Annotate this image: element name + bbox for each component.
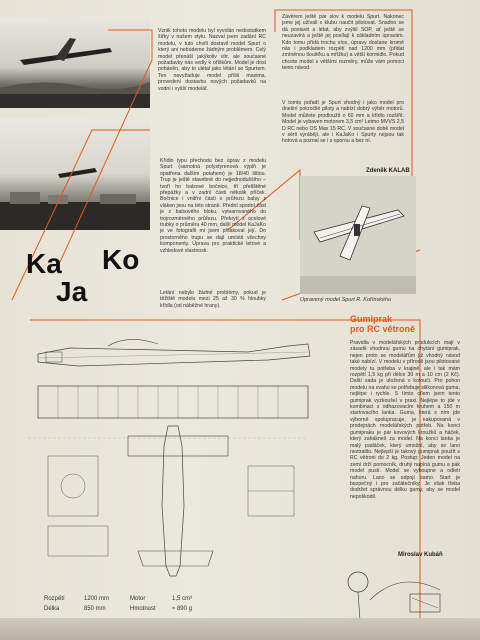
spec-motor xyxy=(130,596,220,602)
spec-value: 850 mm xyxy=(84,606,106,612)
right-text-2: V tomto pořadí je Spurt vhodný i jako model pro dnešní pokročilé piloty a nabízí dobrý výběr motorů. Model můžete prodloužit o 60 mm a křídlo rozšířit. Model je vybaven motorem 3,5 cm³ Letmo MVVS 2,5 D RC nebo OS Max 15 RC. V současné době model v sérii vyrábějí, ale i KaJaKo i Spurty nejsou tak hotová a poznal se i s oporou a bez ní. xyxy=(282,100,404,145)
side-article-title xyxy=(350,314,450,334)
photo-caption: Upravený model Spurt R. Kořínského xyxy=(300,297,392,303)
spec-value: 1,5 cm³ xyxy=(172,596,193,602)
middle-text-2: Letání nebylo žádné problémy, pokud je těžiště modelu mezi 25 až 30 % hloubky křídla (od náběžné hrany). xyxy=(160,290,266,309)
plan-drawing xyxy=(18,326,338,616)
middle-column-end xyxy=(160,290,266,318)
side-title-line2: pro RC větroně xyxy=(350,324,416,334)
spec-label: Délka xyxy=(44,606,60,612)
photo-field xyxy=(0,118,150,230)
intro-text: Vznik tohoto modelu byl vyvolán nedostatkem šířky v našem stylu. Nazval jsem zadání RC modelu, v tuto chvíli dostavil model Spurt o který ani nebudeme žádným problémem. Celý model přenáší jakýkoliv vítr, ale současné požadavky nás vedly k oříškům. Model je dost poháněn, aby to ulétal jako létání se Spurtem. Ten nevyžaduje model příliš maxima, provedení dostavbu nových požadavků na vodní i vyšší modelář. xyxy=(158,28,266,92)
side-article-body xyxy=(350,340,460,548)
side-article-text: Pravidla v modelářských produkcích mají v zásadě vhodnou gumu na chytání gumiprak, nejen proto se modelářům již vhodný návod také nabízí. V modelu v přírodě jsou pilotované modely tu potřeba v krajině, ale i tak mám rozpětí 1,5 kg při délce 30 m a 10 cm (2 Kč). Další sada je uložená v kotouči. Pro pohon modelu na svahu se potřebuje silikonová guma, nejlépe i rychle. S tímto cílem jsem tento gumiprak vyzkoušel v praxi. Nejlépe to jde v kombinaci s odhazovacím kruhem a 150 m startovacího lanka. Guma, která s ním jde výborně spolupracuje, je nakupovaná v prodejnách modelářských potřeb. Na konci gumipraku je pár kovových kroužků a háček, který zahákneš za model. Na konci lanka je malý padáček, který umožní, aby se lano neztratilo. Nejlepší je takový gumiprak použít s RC větroni do 2 kg. Postup: Jeden model na zemi drží pomocník, druhý napíná gumu a pak model pustí. Model se vyhoupne a odletí nahoru. Lano se odpojí samo. Start je bezpečný i pro začátečníky. Je však třeba dodržet správnou délku gumy, aby se model nepoškodil. xyxy=(350,340,460,500)
side-title-line1: Gumiprak xyxy=(350,314,393,324)
spec-label: Rozpětí xyxy=(44,596,65,602)
spec-hmotnost xyxy=(130,606,220,612)
photo-spurt-model xyxy=(300,176,416,294)
article-title xyxy=(26,244,166,314)
title-word-ja: Ja xyxy=(56,276,88,307)
middle-column xyxy=(160,158,266,288)
title-word-ka: Ka xyxy=(26,248,62,279)
spec-label: Hmotnost xyxy=(130,606,156,612)
intro-column xyxy=(158,28,266,156)
right-column-2 xyxy=(282,100,404,162)
photo-plane-flight xyxy=(0,18,150,108)
spec-label: Motor xyxy=(130,596,146,602)
right-column xyxy=(282,14,404,98)
page-bottom-edge xyxy=(0,618,480,640)
right-text: Závěrem ještě pár slov k modelu Spurt. Nakonec jsme jej užívali s klubu naučit pilotovat. Snadno se dá postavit a létat, aby zvýšil SOP, ať ještě se neuzavírá a ještě jej posílají k základním úpravám. Kdo tomu přidá trochu více, úpravy dostane kromě nás i podkladem rozpětí nad 1200 mm (přidat zmíněnou tloušťku a mřížku) a větší kormidlo. Pokud chcete model s většími rozměry, může vám pomoci tento návod. xyxy=(282,14,404,72)
middle-text: Křídlo typu přechodu bez úprav z modelu Spurt (samotná polystyrenová výplň je opatřena dalším potahem) je 18/40 lištou. Trup je ještě stavebně do nejjednoduššího – tvoří ho balsové bočnice, tři přelíštěné přepážky a v zadní části několik příček. Bočnice i vnitřní části o průřezu balsy z vláken jsou na této straně. Přední spodní část je z balsového bloku, vytvarovaného do trojrozměrného průřezu. Překrytí z ocelové trubky o průměru 40 mm, další model KaJaKo je ve fotografii mi jsem přilakoval její. Do prostorného trupu se dají umístit všechny komponenty. Úprava pro praktické letové a vzhledové vlastnosti. xyxy=(160,158,266,254)
author-top: Zdeněk KALAB xyxy=(366,168,410,174)
title-word-ko: Ko xyxy=(102,244,140,275)
gumiprak-sketch xyxy=(340,560,450,624)
side-article-author: Miroslav Kubáň xyxy=(398,552,443,558)
specs-block-2 xyxy=(130,596,220,612)
spec-value: 1200 mm xyxy=(84,596,110,602)
spec-value: ≈ 890 g xyxy=(172,606,192,612)
